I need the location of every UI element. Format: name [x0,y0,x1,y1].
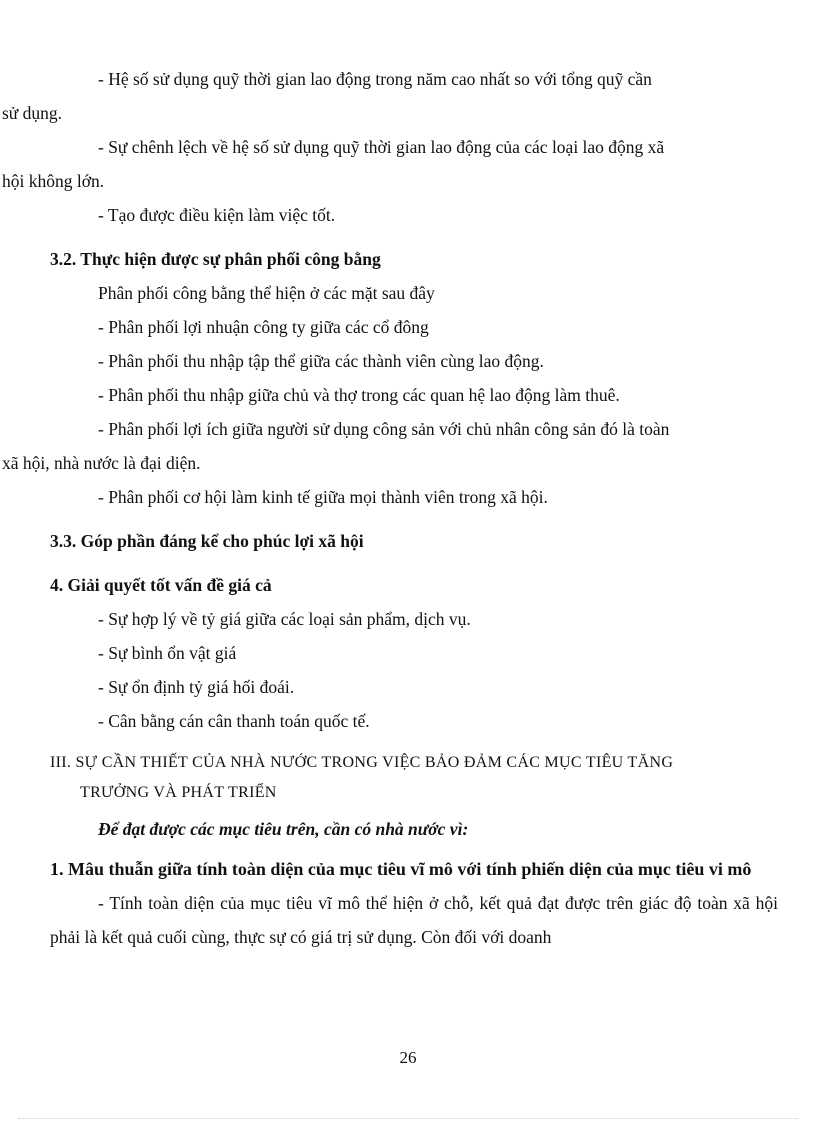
heading-section-III: III. SỰ CẦN THIẾT CỦA NHÀ NƯỚC TRONG VIỆC BẢO ĐẢM CÁC MỤC TIÊU TĂNG TRƯỞNG VÀ PHÁT TRIỂN [50,754,674,801]
list-item: - Sự bình ổn vật giá [98,643,237,663]
section-III-lead: Để đạt được các mục tiêu trên, cần có nhà nước vì: [98,819,469,839]
heading-4: 4. Giải quyết tốt vấn đề giá cả [50,575,272,595]
list-item: - Cân bằng cán cân thanh toán quốc tế. [98,711,370,731]
paragraph-3-2-intro: Phân phối công bằng thể hiện ở các mặt sau đây [98,283,435,303]
paragraph-III-1: - Tính toàn diện của mục tiêu vĩ mô thể hiện ở chỗ, kết quả đạt được trên giác độ toàn xã hội phải là kết quả cuối cùng, thực sự có giá trị sử dụng. Còn đối với doanh [50,893,778,947]
list-item: - Phân phối cơ hội làm kinh tế giữa mọi thành viên trong xã hội. [98,487,548,507]
page-bottom-divider [18,1118,798,1119]
heading-3-2: 3.2. Thực hiện được sự phân phối công bằng [50,249,381,269]
document-page [2,62,778,954]
heading-3-3: 3.3. Góp phần đáng kể cho phúc lợi xã hội [50,531,364,551]
list-item: - Phân phối lợi ích giữa người sử dụng công sản với chủ nhân công sản đó là toàn xã hội, nhà nước là đại diện. [2,419,670,473]
paragraph-working-conditions: - Tạo được điều kiện làm việc tốt. [98,205,336,225]
list-item: - Sự ổn định tỷ giá hối đoái. [98,677,295,697]
list-item: - Phân phối thu nhập tập thể giữa các thành viên cùng lao động. [98,351,544,371]
paragraph-labor-time-coefficient: - Hệ số sử dụng quỹ thời gian lao động trong năm cao nhất so với tổng quỹ cần sử dụng. [2,69,652,123]
list-item: - Phân phối lợi nhuận công ty giữa các cổ đông [98,317,429,337]
list-item: - Sự hợp lý về tỷ giá giữa các loại sản phẩm, dịch vụ. [98,609,471,629]
page-number: 26 [399,1048,417,1067]
paragraph-coefficient-difference: - Sự chênh lệch về hệ số sử dụng quỹ thời gian lao động của các loại lao động xã hội không lớn. [2,137,665,191]
list-item: - Phân phối thu nhập giữa chủ và thợ trong các quan hệ lao động làm thuê. [98,385,620,405]
heading-III-1: 1. Mâu thuẫn giữa tính toàn diện của mục tiêu vĩ mô với tính phiến diện của mục tiêu vi mô [50,859,752,879]
